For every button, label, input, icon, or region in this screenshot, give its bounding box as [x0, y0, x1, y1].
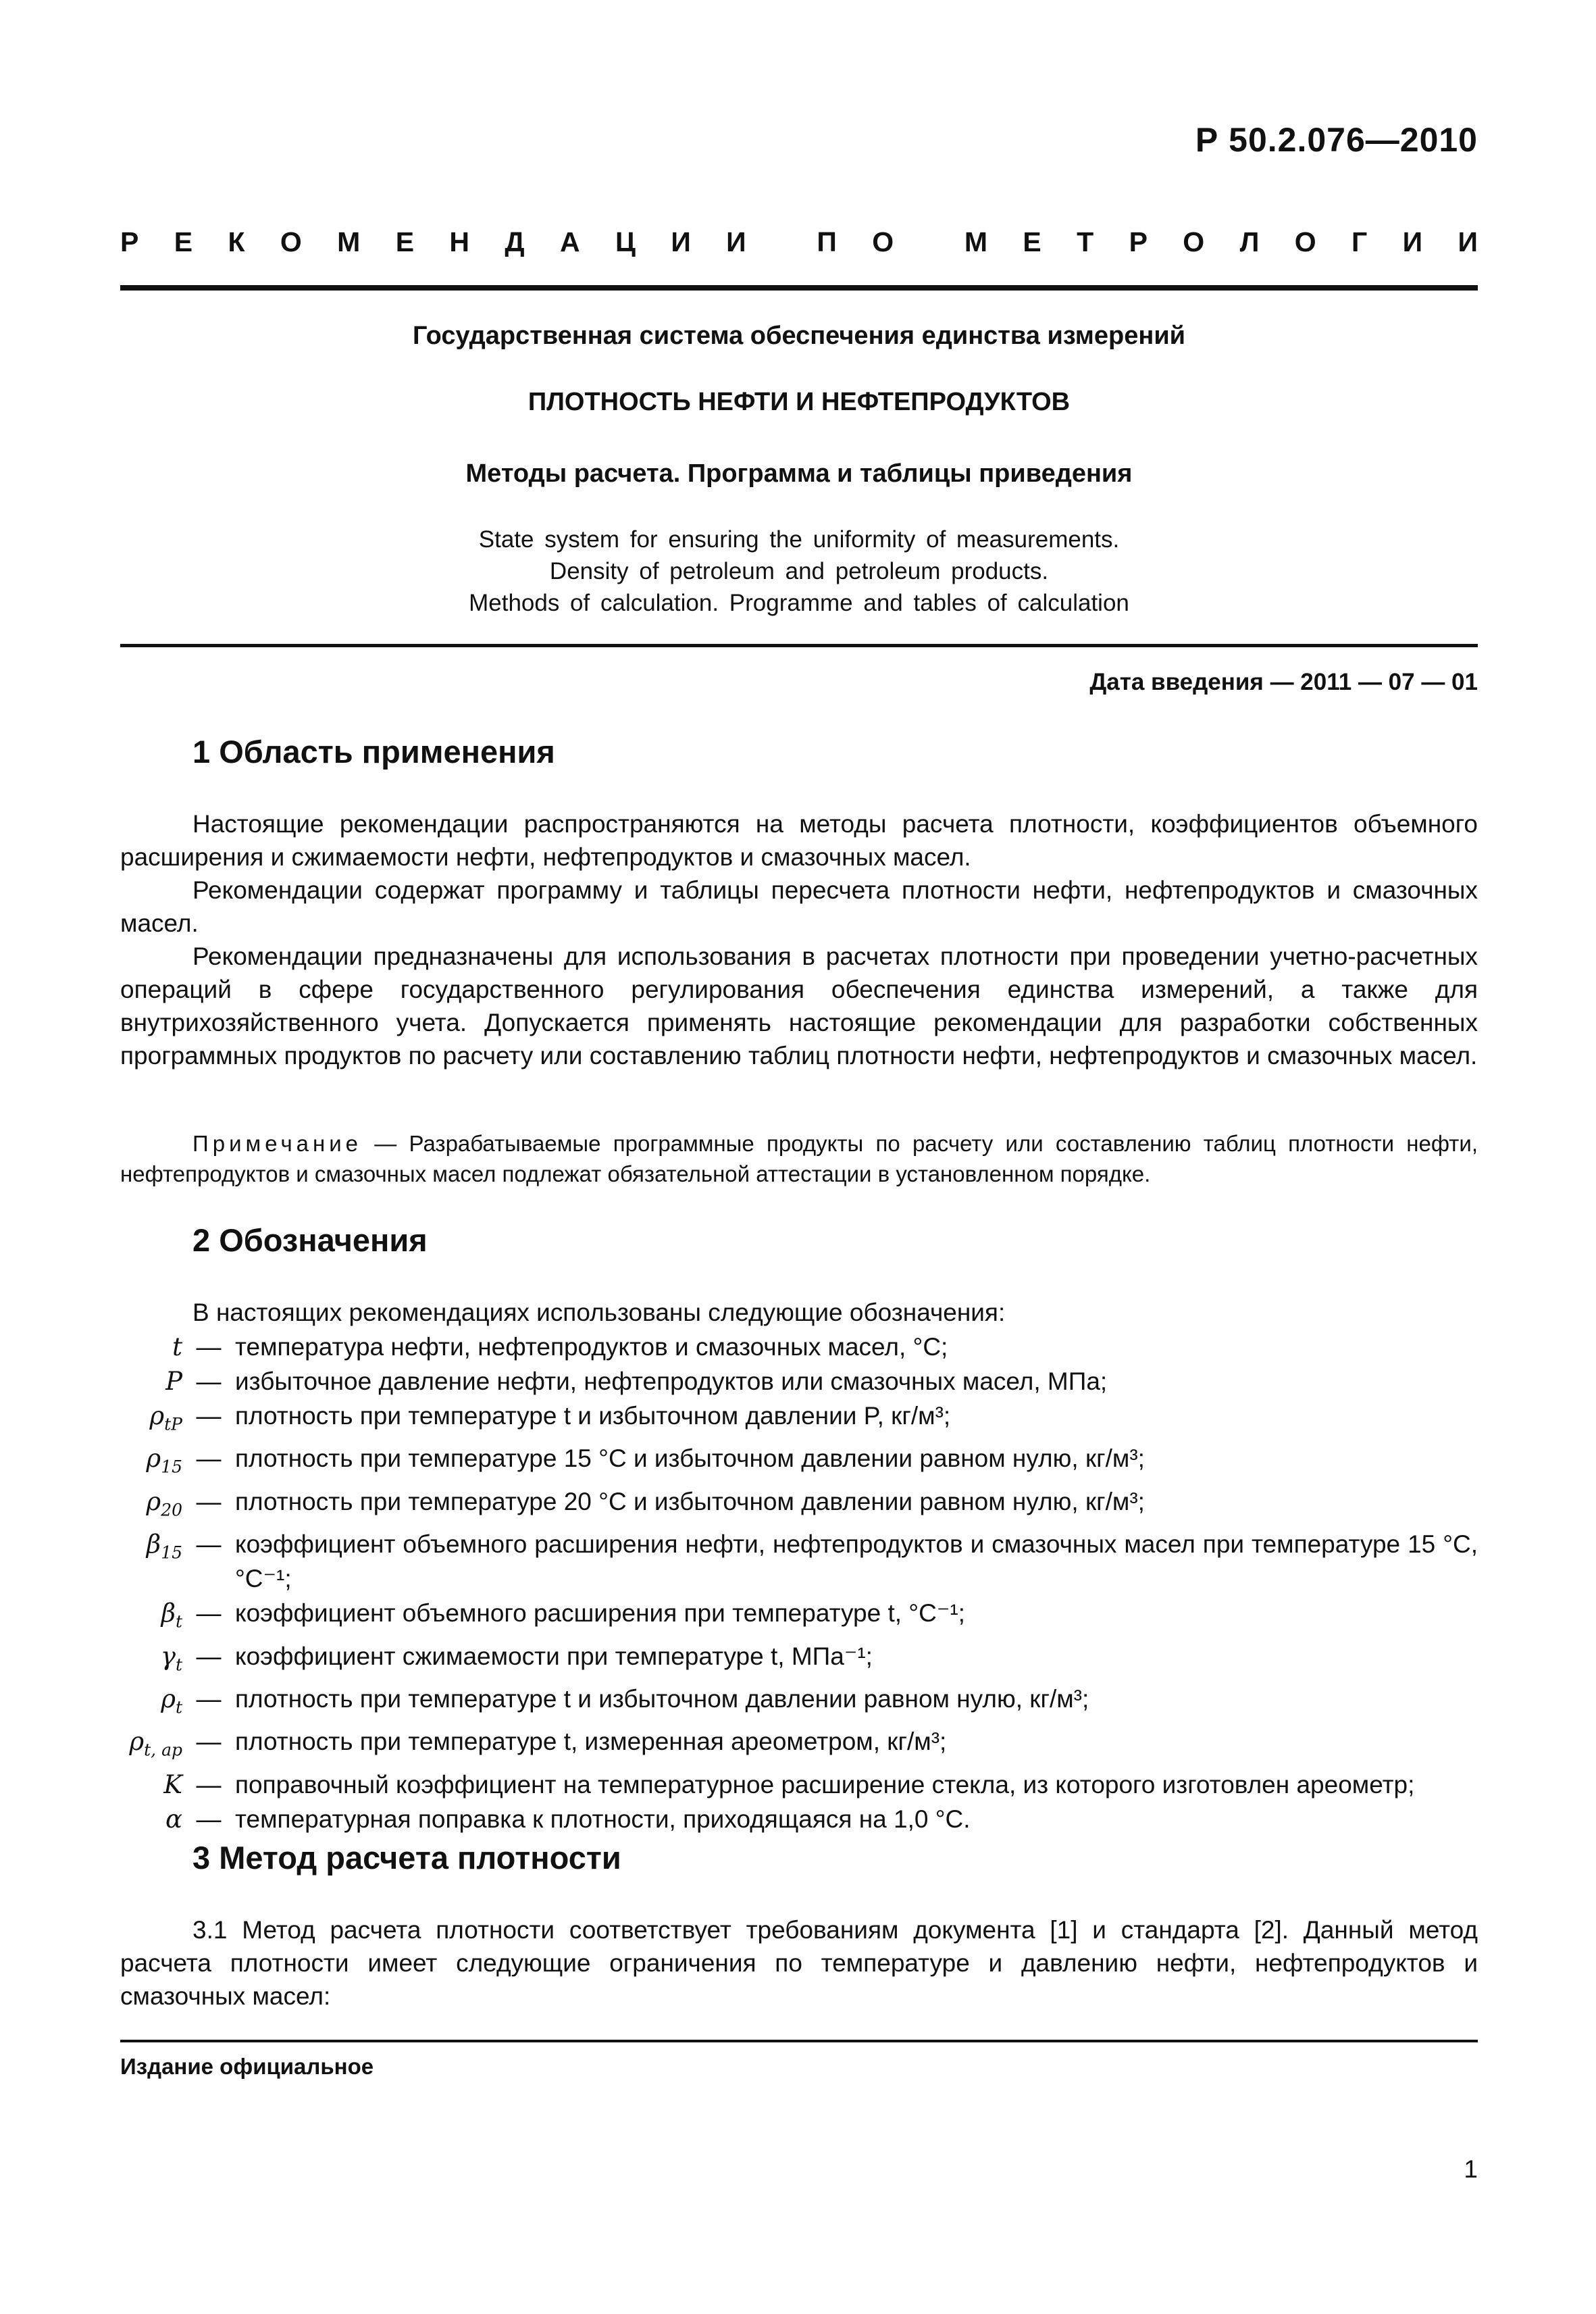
footer-rule: [120, 2040, 1478, 2042]
symbol-letter: K: [163, 1769, 182, 1799]
banner-letter: А: [560, 226, 580, 257]
section-3-heading: 3 Метод расчета плотности: [192, 1840, 621, 1876]
banner-letter: М: [337, 226, 361, 257]
symbol-letter: β: [161, 1599, 176, 1628]
document-number: Р 50.2.076—2010: [1195, 121, 1478, 159]
symbol-dash: —: [196, 1684, 222, 1713]
symbol-dash: —: [196, 1367, 222, 1395]
section-3-paragraph-1: 3.1 Метод расчета плотности соответствует требованиям документа [1] и стандарта [2]. Данный метод расчета плотности имеет следующие ограничения по температуре и давлению нефти, нефтепродуктов и смазочных масел:: [120, 1916, 1478, 2010]
symbol-dash: —: [196, 1599, 222, 1628]
symbol-description: плотность при температуре t и избыточном давлении P, кг/м³;: [235, 1402, 951, 1430]
symbol-row: [120, 1767, 1478, 1802]
symbol-description: коэффициент сжимаемости при температуре t, МПа⁻¹;: [235, 1642, 873, 1670]
section-1-body: [120, 807, 1478, 1072]
symbol-description: плотность при температуре 20 °С и избыточном давлении равном нулю, кг/м³;: [235, 1487, 1145, 1515]
symbol-subscript: t: [175, 1697, 182, 1717]
section-1-paragraph-2: Рекомендации содержат программу и таблицы пересчета плотности нефти, нефтепродуктов и смазочных масел.: [120, 876, 1478, 937]
symbol-row: [120, 1441, 1478, 1484]
symbol-letter: γ: [160, 1641, 176, 1671]
symbol: [120, 1596, 182, 1638]
symbol-row: [120, 1682, 1478, 1724]
symbol: [120, 1767, 182, 1802]
english-title-line-1: State system for ensuring the uniformity of measurements.: [478, 526, 1120, 553]
symbol-row: [120, 1527, 1478, 1596]
symbol: [120, 1682, 182, 1724]
symbol-subscript: t: [175, 1611, 182, 1632]
banner-letter: Р: [120, 226, 139, 257]
symbol-letter: ρ: [129, 1727, 145, 1757]
banner-letter: И: [726, 226, 746, 257]
section-1-paragraph-1: Настоящие рекомендации распространяются на методы расчета плотности, коэффициентов объемного расширения и сжимаемости нефти, нефтепродуктов и смазочных масел.: [120, 810, 1478, 871]
symbol-letter: ρ: [146, 1444, 161, 1474]
banner-letter: Л: [1239, 226, 1260, 257]
english-title-line-2: Density of petroleum and petroleum products.: [549, 558, 1049, 584]
symbol-letter: α: [165, 1804, 182, 1834]
banner-letter: О: [872, 226, 894, 257]
section-2-heading: 2 Обозначения: [192, 1222, 428, 1258]
symbol: [120, 1484, 182, 1527]
symbol-letter: t: [172, 1332, 182, 1361]
banner-letter: Ц: [615, 226, 636, 257]
symbol-dash: —: [196, 1805, 222, 1833]
banner-letter: И: [671, 226, 691, 257]
symbol-row: [120, 1484, 1478, 1527]
symbol-dash: —: [196, 1333, 222, 1361]
symbol-row: [120, 1364, 1478, 1399]
banner-letter: Е: [174, 226, 193, 257]
section-3-body: [120, 1913, 1478, 2013]
symbol-dash: —: [196, 1530, 222, 1559]
english-title: [120, 524, 1478, 619]
symbol-letter: P: [165, 1367, 182, 1396]
symbol-letter: β: [146, 1530, 161, 1559]
banner-letter: Е: [1023, 226, 1041, 257]
banner-letter: О: [280, 226, 302, 257]
symbol-dash: —: [196, 1642, 222, 1670]
symbol-description: коэффициент объемного расширения при температуре t, °С⁻¹;: [235, 1599, 965, 1628]
symbol-dash: —: [196, 1770, 222, 1799]
symbol: [120, 1527, 182, 1596]
section-1-heading: 1 Область применения: [192, 734, 555, 770]
banner-letter: О: [1183, 226, 1205, 257]
banner-letter: Д: [505, 226, 525, 257]
section-1-note: [120, 1128, 1478, 1189]
symbol-dash: —: [196, 1728, 222, 1756]
symbol-row: [120, 1596, 1478, 1638]
symbol-subscript: 20: [161, 1500, 182, 1520]
series-banner: [120, 226, 1478, 258]
title-bottom-rule: [120, 644, 1478, 647]
symbol: [120, 1364, 182, 1399]
symbol-row: [120, 1399, 1478, 1441]
banner-letter: М: [964, 226, 988, 257]
symbols-list: [120, 1330, 1478, 1836]
symbol-dash: —: [196, 1487, 222, 1515]
symbol-subscript: 15: [161, 1542, 182, 1563]
symbol-description: плотность при температуре t, измеренная ареометром, кг/м³;: [235, 1728, 947, 1756]
banner-letter: Н: [449, 226, 470, 257]
banner-letter: И: [1458, 226, 1478, 257]
symbol-description: температура нефти, нефтепродуктов и смазочных масел, °С;: [235, 1333, 948, 1361]
symbol-row: [120, 1330, 1478, 1364]
symbol-description: плотность при температуре t и избыточном давлении равном нулю, кг/м³;: [235, 1684, 1089, 1713]
symbol-description: температурная поправка к плотности, приходящаяся на 1,0 °С.: [235, 1805, 971, 1833]
symbol-description: плотность при температуре 15 °С и избыточном давлении равном нулю, кг/м³;: [235, 1444, 1145, 1473]
symbol-letter: ρ: [146, 1486, 161, 1516]
top-rule: [120, 285, 1478, 291]
banner-letter: П: [817, 226, 837, 257]
symbol-row: [120, 1724, 1478, 1767]
banner-letter: Г: [1352, 226, 1368, 257]
banner-letter: К: [228, 226, 245, 257]
banner-letter: Е: [395, 226, 415, 257]
section-2-intro: [120, 1296, 1478, 1329]
symbol-letter: ρ: [149, 1401, 165, 1430]
symbols-intro: В настоящих рекомендациях использованы следующие обозначения:: [192, 1299, 1006, 1326]
symbol-dash: —: [196, 1402, 222, 1430]
symbol-subscript: tP: [164, 1414, 182, 1434]
symbol-description: избыточное давление нефти, нефтепродуктов или смазочных масел, МПа;: [235, 1367, 1108, 1395]
document-title: ПЛОТНОСТЬ НЕФТИ И НЕФТЕПРОДУКТОВ: [527, 388, 1071, 416]
symbol: [120, 1639, 182, 1682]
introduction-date: Дата введения — 2011 — 07 — 01: [1089, 669, 1478, 695]
official-edition-label: Издание официальное: [120, 2054, 374, 2079]
document-subtitle: Методы расчета. Программа и таблицы приведения: [465, 459, 1133, 488]
symbol: [120, 1330, 182, 1364]
state-system-heading: Государственная система обеспечения единства измерений: [412, 322, 1186, 350]
symbol-letter: ρ: [161, 1684, 176, 1713]
symbol-description: поправочный коэффициент на температурное расширение стекла, из которого изготовлен ареометр;: [235, 1770, 1415, 1799]
symbol-subscript: t, ар: [144, 1740, 182, 1760]
symbol-subscript: 15: [161, 1457, 182, 1477]
symbol-subscript: t: [175, 1654, 182, 1674]
symbol: [120, 1399, 182, 1441]
note-label: Примечание: [192, 1131, 363, 1156]
banner-letter: О: [1294, 226, 1316, 257]
banner-letter: Р: [1129, 226, 1148, 257]
english-title-line-3: Methods of calculation. Programme and tables of calculation: [469, 590, 1129, 616]
banner-letter: Т: [1077, 226, 1094, 257]
symbol: [120, 1724, 182, 1767]
symbol: [120, 1441, 182, 1484]
symbol-description: коэффициент объемного расширения нефти, нефтепродуктов и смазочных масел при температуре 15 °С, °С⁻¹;: [235, 1530, 1478, 1593]
symbol-dash: —: [196, 1444, 222, 1473]
page-number: 1: [1464, 2155, 1478, 2183]
note-text: — Разрабатываемые программные продукты по расчету или составлению таблиц плотности нефти, нефтепродуктов и смазочных масел подлежат обязательной аттестации в установленном порядке.: [120, 1131, 1478, 1186]
symbol: [120, 1802, 182, 1836]
symbol-row: [120, 1639, 1478, 1682]
symbol-row: [120, 1802, 1478, 1836]
banner-letter: И: [1402, 226, 1423, 257]
section-1-paragraph-3: Рекомендации предназначены для использования в расчетах плотности при проведении учетно-расчетных операций в сфере государственного регулирования обеспечения единства измерений, а также для внутрихозяйственного учета. Допускается применять настоящие рекомендации для разработки собственных программных продуктов по расчету или составлению таблиц плотности нефти, нефтепродуктов и смазочных масел.: [120, 942, 1478, 1070]
